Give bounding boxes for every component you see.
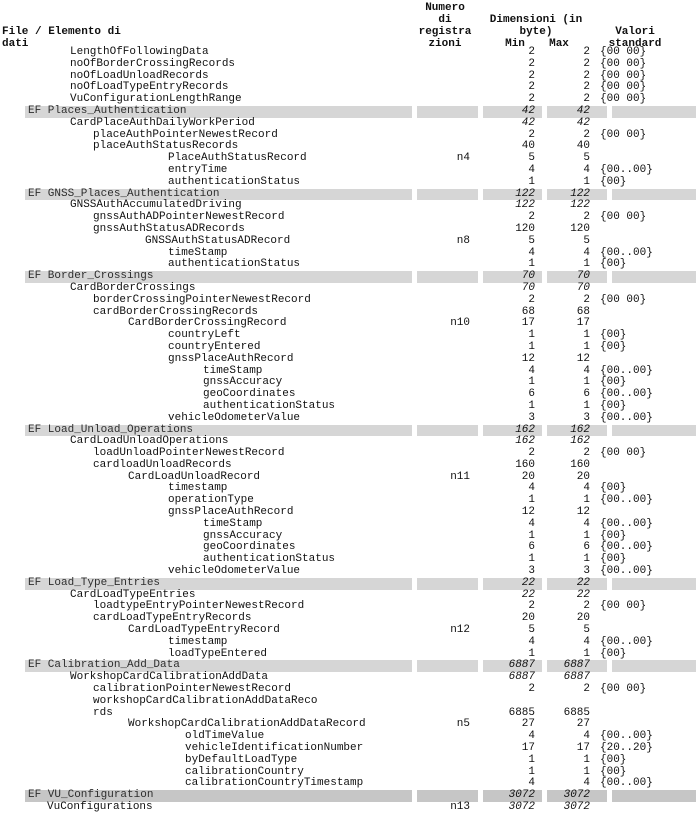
size-min: 160 <box>515 458 535 471</box>
size-min: 70 <box>521 281 535 294</box>
default-value: {00 00} <box>600 81 647 94</box>
size-max: 162 <box>570 423 590 436</box>
element-name: LengthOfFollowingData <box>70 46 209 58</box>
default-value: {00} <box>600 175 627 188</box>
element-name: CardLoadTypeEntryRecord <box>128 624 280 637</box>
default-value: {00 00} <box>600 128 647 141</box>
records-count: n11 <box>450 470 470 483</box>
size-min: 122 <box>515 199 535 212</box>
element-name: timestamp <box>168 635 228 648</box>
table-row <box>0 472 700 484</box>
default-value: {00 00} <box>600 293 647 306</box>
default-value: {00 00} <box>600 447 647 460</box>
element-name: gnssPlaceAuthRecord <box>168 352 294 365</box>
size-min: 22 <box>521 588 535 601</box>
table-row <box>0 389 700 401</box>
element-name: oldTimeValue <box>185 730 265 743</box>
element-name: vehicleOdometerValue <box>168 565 301 578</box>
element-name: gnssPlaceAuthRecord <box>168 506 294 519</box>
table-row <box>0 696 700 708</box>
column-header-valori-line1: Valori <box>615 26 655 38</box>
default-value: {00} <box>600 753 627 766</box>
size-min: 1 <box>528 340 535 353</box>
table-row <box>0 802 700 814</box>
default-value: {00..00} <box>600 163 653 176</box>
size-min: 27 <box>521 718 535 731</box>
records-count: n12 <box>450 624 470 637</box>
element-name: WorkshopCardCalibrationAddData <box>70 671 269 684</box>
size-max: 22 <box>576 588 590 601</box>
column-header-dimensioni-line2: byte) <box>519 26 553 38</box>
default-value: {00 00} <box>600 600 647 613</box>
element-name: gnssAuthStatusADRecords <box>93 222 245 235</box>
records-count: n5 <box>456 718 470 731</box>
column-header-numero-line2: di <box>438 14 452 26</box>
size-max: 4 <box>583 482 590 495</box>
size-min: 2 <box>528 81 535 94</box>
table-row <box>0 165 700 177</box>
size-max: 4 <box>583 635 590 648</box>
size-min: 17 <box>521 742 535 755</box>
element-name: CardBorderCrossingRecord <box>128 317 287 330</box>
default-value: {00..00} <box>600 411 653 424</box>
element-name: CardPlaceAuthDailyWorkPeriod <box>70 116 255 129</box>
size-min: 1 <box>528 494 535 507</box>
element-name: EF Load_Type_Entries <box>28 576 161 589</box>
size-min: 17 <box>521 317 535 330</box>
size-max: 3072 <box>563 801 590 813</box>
size-max: 1 <box>583 529 590 542</box>
table-row <box>0 743 700 755</box>
element-name: geoCoordinates <box>203 388 296 401</box>
size-max: 6887 <box>563 659 590 672</box>
size-max: 6885 <box>563 706 590 719</box>
size-min: 2 <box>528 69 535 82</box>
default-value: {00..00} <box>600 777 653 790</box>
size-min: 3072 <box>508 801 535 813</box>
table-row <box>0 236 700 248</box>
size-min: 1 <box>528 529 535 542</box>
size-max: 70 <box>576 270 590 283</box>
size-max: 1 <box>583 376 590 389</box>
size-max: 2 <box>583 683 590 696</box>
size-max: 1 <box>583 553 590 566</box>
default-value: {00 00} <box>600 46 647 58</box>
element-name: timestamp <box>168 482 228 495</box>
size-max: 122 <box>570 199 590 212</box>
size-min: 4 <box>528 364 535 377</box>
default-value: {00..00} <box>600 635 653 648</box>
element-name: countryEntered <box>168 340 261 353</box>
default-value: {00..00} <box>600 364 653 377</box>
element-name: geoCoordinates <box>203 541 296 554</box>
size-min: 68 <box>521 305 535 318</box>
size-min: 6 <box>528 388 535 401</box>
size-min: 12 <box>521 506 535 519</box>
element-name: cardloadUnloadRecords <box>93 458 232 471</box>
element-name: cardBorderCrossingRecords <box>93 305 259 318</box>
default-value: {20..20} <box>600 742 653 755</box>
records-count: n10 <box>450 317 470 330</box>
size-min: 2 <box>528 683 535 696</box>
default-value: {00..00} <box>600 541 653 554</box>
element-name: timeStamp <box>203 517 263 530</box>
size-min: 6885 <box>508 706 535 719</box>
size-max: 162 <box>570 435 590 448</box>
size-min: 1 <box>528 765 535 778</box>
size-max: 2 <box>583 211 590 224</box>
size-max: 1 <box>583 258 590 271</box>
default-value: {00 00} <box>600 57 647 70</box>
size-max: 1 <box>583 753 590 766</box>
size-min: 4 <box>528 246 535 259</box>
element-name: operationType <box>168 494 254 507</box>
size-max: 70 <box>576 281 590 294</box>
table-row <box>0 248 700 260</box>
table-row <box>0 413 700 425</box>
size-max: 2 <box>583 128 590 141</box>
table-row <box>0 637 700 649</box>
element-name: authenticationStatus <box>203 399 336 412</box>
default-value: {00..00} <box>600 565 653 578</box>
size-min: 20 <box>521 612 535 625</box>
element-name: VuConfigurationLengthRange <box>70 93 242 106</box>
size-min: 1 <box>528 329 535 342</box>
section-row <box>0 106 700 118</box>
size-min: 2 <box>528 46 535 58</box>
size-max: 3 <box>583 411 590 424</box>
size-min: 6 <box>528 541 535 554</box>
table-row <box>0 554 700 566</box>
size-max: 5 <box>583 234 590 247</box>
element-name: loadTypeEntered <box>168 647 268 660</box>
table-row <box>0 295 700 307</box>
size-min: 2 <box>528 293 535 306</box>
element-name: noOfLoadUnloadRecords <box>70 69 209 82</box>
table-row <box>0 613 700 625</box>
size-min: 12 <box>521 352 535 365</box>
element-name: noOfLoadTypeEntryRecords <box>70 81 229 94</box>
table-row <box>0 177 700 189</box>
size-max: 4 <box>583 163 590 176</box>
size-max: 4 <box>583 517 590 530</box>
element-name: calibrationCountry <box>185 765 304 778</box>
column-header-min: Min <box>505 38 525 50</box>
records-count: n13 <box>450 801 470 813</box>
size-min: 1 <box>528 175 535 188</box>
size-max: 2 <box>583 447 590 460</box>
section-row <box>0 578 700 590</box>
size-max: 1 <box>583 399 590 412</box>
table-row <box>0 307 700 319</box>
element-name: countryLeft <box>168 329 241 342</box>
table-row <box>0 141 700 153</box>
element-name: CardLoadUnloadRecord <box>128 470 261 483</box>
size-min: 40 <box>521 140 535 153</box>
records-count: n4 <box>456 152 470 165</box>
element-name: gnssAccuracy <box>203 376 283 389</box>
default-value: {00..00} <box>600 388 653 401</box>
size-max: 42 <box>576 116 590 129</box>
size-max: 6887 <box>563 671 590 684</box>
column-header-dimensioni-line1: Dimensioni (in <box>489 14 583 26</box>
column-header-file-line2: dati <box>2 38 29 50</box>
size-min: 42 <box>521 104 535 117</box>
size-max: 122 <box>570 187 590 200</box>
default-value: {00} <box>600 765 627 778</box>
element-name: GNSSAuthAccumulatedDriving <box>70 199 242 212</box>
default-value: {00 00} <box>600 683 647 696</box>
table-row <box>0 318 700 330</box>
column-header-max: Max <box>549 38 569 50</box>
table-row <box>0 354 700 366</box>
table-row <box>0 118 700 130</box>
size-max: 17 <box>576 317 590 330</box>
size-max: 2 <box>583 46 590 58</box>
default-value: {00..00} <box>600 517 653 530</box>
records-count: n8 <box>456 234 470 247</box>
element-name: noOfBorderCrossingRecords <box>70 57 236 70</box>
size-max: 3 <box>583 565 590 578</box>
default-value: {00..00} <box>600 246 653 259</box>
default-value: {00} <box>600 329 627 342</box>
size-min: 1 <box>528 258 535 271</box>
size-min: 1 <box>528 753 535 766</box>
size-min: 3 <box>528 411 535 424</box>
element-name: authenticationStatus <box>203 553 336 566</box>
size-max: 20 <box>576 470 590 483</box>
size-min: 2 <box>528 128 535 141</box>
column-header-dimensioni <box>480 14 592 38</box>
size-min: 4 <box>528 777 535 790</box>
size-max: 42 <box>576 104 590 117</box>
element-name: gnssAccuracy <box>203 529 283 542</box>
element-name: loadUnloadPointerNewestRecord <box>93 447 285 460</box>
element-name: calibrationPointerNewestRecord <box>93 683 292 696</box>
element-name: cardLoadTypeEntryRecords <box>93 612 252 625</box>
size-max: 4 <box>583 246 590 259</box>
size-max: 22 <box>576 576 590 589</box>
element-name: timeStamp <box>168 246 228 259</box>
table-row <box>0 483 700 495</box>
default-value: {00..00} <box>600 494 653 507</box>
size-min: 2 <box>528 57 535 70</box>
size-min: 1 <box>528 553 535 566</box>
size-min: 5 <box>528 234 535 247</box>
table-row <box>0 153 700 165</box>
element-name: borderCrossingPointerNewestRecord <box>93 293 311 306</box>
size-min: 5 <box>528 152 535 165</box>
size-max: 1 <box>583 340 590 353</box>
size-max: 68 <box>576 305 590 318</box>
table-row <box>0 330 700 342</box>
table-row <box>0 507 700 519</box>
table-row <box>0 342 700 354</box>
size-min: 4 <box>528 482 535 495</box>
element-name: CardBorderCrossings <box>70 281 196 294</box>
default-value: {00} <box>600 529 627 542</box>
size-min: 4 <box>528 635 535 648</box>
element-name: WorkshopCardCalibrationAddDataRecord <box>128 718 366 731</box>
size-min: 5 <box>528 624 535 637</box>
size-max: 5 <box>583 152 590 165</box>
size-min: 4 <box>528 517 535 530</box>
size-min: 20 <box>521 470 535 483</box>
table-body <box>0 47 700 814</box>
size-max: 27 <box>576 718 590 731</box>
table-row <box>0 283 700 295</box>
column-header-numero-line4: zioni <box>428 38 462 50</box>
column-header-numero-registrazioni <box>412 2 478 50</box>
size-max: 2 <box>583 600 590 613</box>
size-min: 2 <box>528 447 535 460</box>
element-name: EF Calibration_Add_Data <box>28 659 180 672</box>
element-name: loadtypeEntryPointerNewestRecord <box>93 600 305 613</box>
element-name: gnssAuthADPointerNewestRecord <box>93 211 285 224</box>
element-name: CardLoadUnloadOperations <box>70 435 229 448</box>
size-min: 162 <box>515 435 535 448</box>
column-header-valori-line2: standard <box>608 38 662 50</box>
size-max: 3072 <box>563 789 590 802</box>
size-max: 5 <box>583 624 590 637</box>
size-min: 22 <box>521 576 535 589</box>
default-value: {00 00} <box>600 211 647 224</box>
size-max: 2 <box>583 293 590 306</box>
element-name: EF GNSS_Places_Authentication <box>28 187 220 200</box>
default-value: {00..00} <box>600 730 653 743</box>
size-max: 1 <box>583 647 590 660</box>
table-row <box>0 224 700 236</box>
element-name: GNSSAuthStatusADRecord <box>145 234 291 247</box>
column-header-numero-line3: registra <box>418 26 472 38</box>
size-min: 70 <box>521 270 535 283</box>
element-name: EF VU_Configuration <box>28 789 154 802</box>
size-max: 2 <box>583 57 590 70</box>
size-max: 40 <box>576 140 590 153</box>
element-name: calibrationCountryTimestamp <box>185 777 364 790</box>
element-name: EF Places_Authentication <box>28 104 187 117</box>
element-name: EF Border_Crossings <box>28 270 154 283</box>
table-row <box>0 460 700 472</box>
size-min: 4 <box>528 163 535 176</box>
element-name: CardLoadTypeEntries <box>70 588 196 601</box>
size-max: 160 <box>570 458 590 471</box>
element-name: vehicleOdometerValue <box>168 411 301 424</box>
element-name: authenticationStatus <box>168 258 301 271</box>
size-max: 4 <box>583 777 590 790</box>
element-name: byDefaultLoadType <box>185 753 298 766</box>
size-min: 122 <box>515 187 535 200</box>
default-value: {00} <box>600 399 627 412</box>
default-value: {00 00} <box>600 93 647 106</box>
size-min: 1 <box>528 376 535 389</box>
default-value: {00} <box>600 647 627 660</box>
element-name: vehicleIdentificationNumber <box>185 742 364 755</box>
default-value: {00} <box>600 553 627 566</box>
size-max: 12 <box>576 506 590 519</box>
size-min: 1 <box>528 647 535 660</box>
size-max: 120 <box>570 222 590 235</box>
size-max: 12 <box>576 352 590 365</box>
size-max: 6 <box>583 388 590 401</box>
size-max: 1 <box>583 175 590 188</box>
size-max: 1 <box>583 494 590 507</box>
element-name: EF Load_Unload_Operations <box>28 423 194 436</box>
element-name: authenticationStatus <box>168 175 301 188</box>
table-row <box>0 519 700 531</box>
size-min: 6887 <box>508 671 535 684</box>
table-row <box>0 377 700 389</box>
default-value: {00} <box>600 376 627 389</box>
table-row <box>0 755 700 767</box>
element-name: PlaceAuthStatusRecord <box>168 152 307 165</box>
size-min: 3072 <box>508 789 535 802</box>
element-name: placeAuthPointerNewestRecord <box>93 128 278 141</box>
table-row <box>0 401 700 413</box>
size-min: 4 <box>528 730 535 743</box>
table-row <box>0 531 700 543</box>
column-header-file-line1: File / Elemento di <box>2 26 121 38</box>
table-row <box>0 719 700 731</box>
size-min: 3 <box>528 565 535 578</box>
default-value: {00} <box>600 340 627 353</box>
default-value: {00} <box>600 482 627 495</box>
size-max: 20 <box>576 612 590 625</box>
size-max: 6 <box>583 541 590 554</box>
size-min: 162 <box>515 423 535 436</box>
size-min: 120 <box>515 222 535 235</box>
table-row <box>0 59 700 71</box>
element-name: VuConfigurations <box>47 801 153 813</box>
column-header-numero-line1: Numero <box>425 2 465 14</box>
table-row <box>0 495 700 507</box>
size-min: 1 <box>528 399 535 412</box>
default-value: {00 00} <box>600 69 647 82</box>
element-name: rds <box>93 706 113 719</box>
size-min: 42 <box>521 116 535 129</box>
size-max: 4 <box>583 364 590 377</box>
element-name: placeAuthStatusRecords <box>93 140 239 153</box>
size-max: 1 <box>583 329 590 342</box>
table-row <box>0 366 700 378</box>
size-min: 2 <box>528 600 535 613</box>
size-max: 2 <box>583 69 590 82</box>
default-value: {00} <box>600 258 627 271</box>
size-max: 4 <box>583 730 590 743</box>
size-min: 6887 <box>508 659 535 672</box>
size-max: 2 <box>583 93 590 106</box>
size-min: 2 <box>528 93 535 106</box>
size-max: 1 <box>583 765 590 778</box>
table-row <box>0 625 700 637</box>
element-name: timeStamp <box>203 364 263 377</box>
element-name: workshopCardCalibrationAddDataReco <box>93 694 318 707</box>
size-max: 2 <box>583 81 590 94</box>
table-row <box>0 542 700 554</box>
size-max: 17 <box>576 742 590 755</box>
element-name: entryTime <box>168 163 228 176</box>
size-min: 2 <box>528 211 535 224</box>
